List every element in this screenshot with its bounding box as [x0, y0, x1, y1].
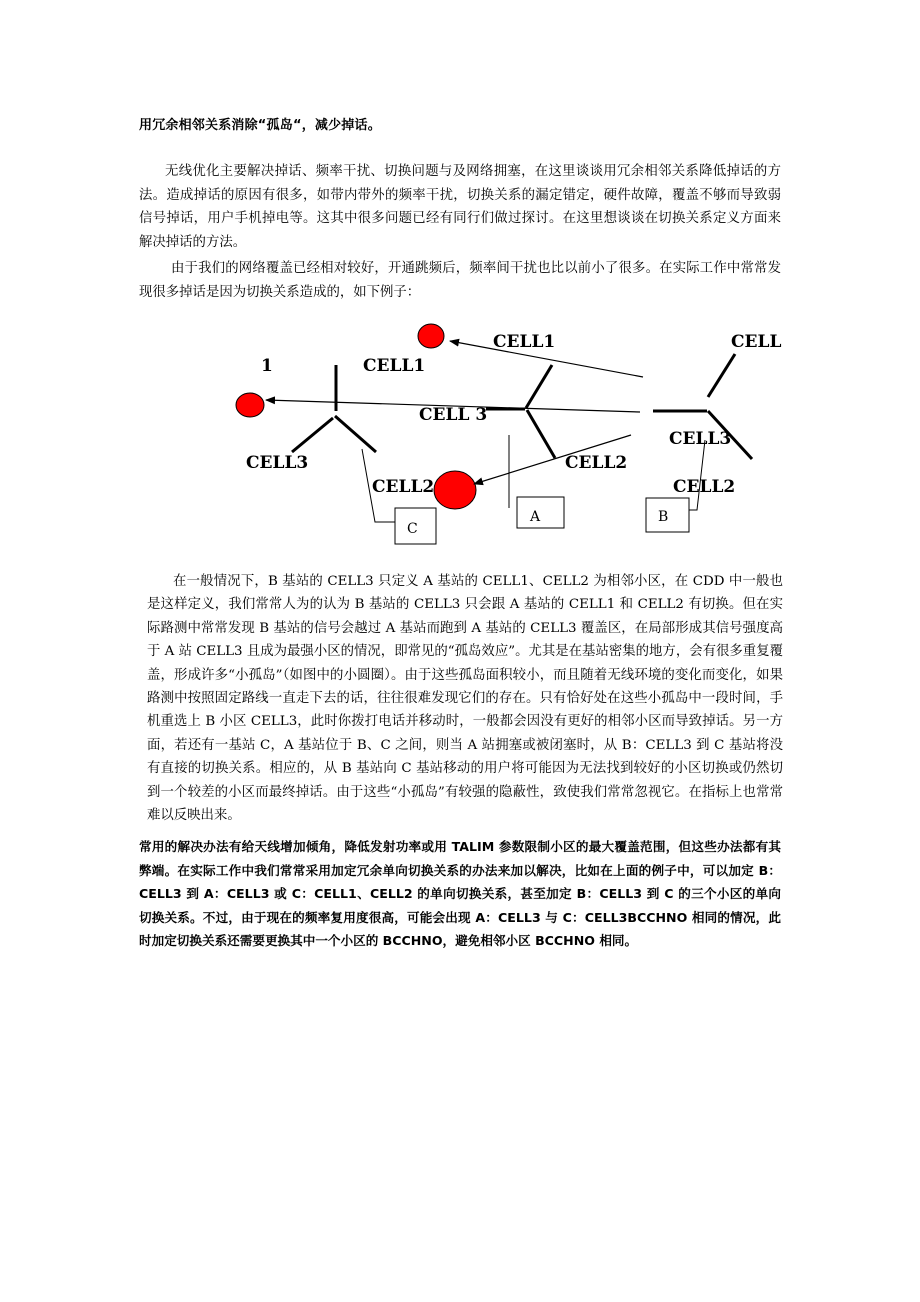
label-cell2-mid: CELL2: [565, 453, 628, 473]
label-cell3-mid: CELL 3: [419, 405, 488, 425]
label-one: 1: [261, 356, 273, 376]
box-b-label: B: [658, 509, 669, 525]
paragraph-solution: 常用的解决办法有给天线增加倾角，降低发射功率或用 TALIM 参数限制小区的最大覆盖范围，但这些办法都有其弊端。在实际工作中我们常常采用加定冗余单向切换关系的办法来加以解决，比如在上面的例子中，可以加定 B：CELL3 到 A：CELL3 或 C：CELL1、CELL2 的单向切换关系，甚至加定 B：CELL3 到 C 的三个小区的单向切换关系。不过，由于现在的频率复用度很高，可能会出现 A：CELL3 与 C：CELL3BCCHNO 相同的情况，此时加定切换关系还需要更换其中一个小区的 BCCHNO，避免相邻小区 BCCHNO 相同。: [139, 839, 781, 948]
paragraph-intro: 无线优化主要解决掉话、频率干扰、切换问题与及网络拥塞，在这里谈谈用冗余相邻关系降低掉话的方法。造成掉话的原因有很多，如带内带外的频率干扰，切换关系的漏定错定，硬件故障，覆盖不够而导致弱信号掉话，用户手机掉电等。这其中很多问题已经有同行们做过探讨。在这里想谈谈在切换关系定义方面来解决掉话的方法。: [139, 164, 781, 250]
label-cell1-top: CELL1: [493, 332, 556, 352]
label-cell1-left: CELL1: [363, 356, 426, 376]
island-circle-top: [418, 324, 444, 348]
site-a-antenna: [486, 365, 555, 458]
box-a-label: A: [530, 509, 541, 525]
island-circle-bottom: [434, 471, 476, 509]
box-a: [517, 497, 564, 528]
label-cell2-right: CELL2: [673, 477, 736, 497]
leader-line-b: [689, 440, 705, 510]
paragraph-analysis: 在一般情况下，B 基站的 CELL3 只定义 A 基站的 CELL1、CELL2 为相邻小区，在 CDD 中一般也是这样定义，我们常常人为的认为 B 基站的 CELL3 只会跟 A 基站的 CELL1 和 CELL2 有切换。但在实际路测中常常发现 B 基站的信号会越过 A 基站而跑到 A 基站的 CELL3 覆盖区，在局部形成其信号强度高于 A 站 CELL3 且成为最强小区的情况，即常见的“孤岛效应”。尤其是在基站密集的地方，会有很多重复覆盖，形成许多“小孤岛”（如图中的小圆圈）。由于这些孤岛面积较小，而且随着无线环境的变化而变化，如果路测中按照固定路线一直走下去的话，往往很难发现它们的存在。只有恰好处在这些小孤岛中一段时间，手机重选上 B 小区 CELL3，此时你拨打电话并移动时，一般都会因没有更好的相邻小区而导致掉话。另一方面，若还有一基站 C，A 基站位于 B、C 之间，则当 A 站拥塞或被闭塞时，从 B：CELL3 到 C 基站将没有直接的切换关系。相应的，从 B 基站向 C 基站移动的用户将可能因为无法找到较好的小区切换或仍然切到一个较差的小区而最终掉话。由于这些“小孤岛”有较强的隐蔽性，致使我们常常忽视它。在指标上也常常难以反映出来。: [147, 574, 783, 824]
label-cell3-left: CELL3: [246, 453, 309, 473]
handover-diagram: [0, 315, 920, 555]
island-circle-left: [236, 393, 264, 417]
label-cell3-right: CELL3: [669, 429, 732, 449]
label-cell2-left: CELL2: [372, 477, 435, 497]
document-title: 用冗余相邻关系消除“孤岛“，减少掉话。: [139, 118, 381, 133]
paragraph-context: 由于我们的网络覆盖已经相对较好，开通跳频后，频率间干扰也比以前小了很多。在实际工作中常常发现很多掉话是因为切换关系造成的，如下例子：: [139, 261, 781, 300]
label-cell-top-right: CELL: [731, 332, 782, 352]
box-c-label: C: [407, 521, 418, 537]
site-c-antenna: [292, 365, 376, 452]
